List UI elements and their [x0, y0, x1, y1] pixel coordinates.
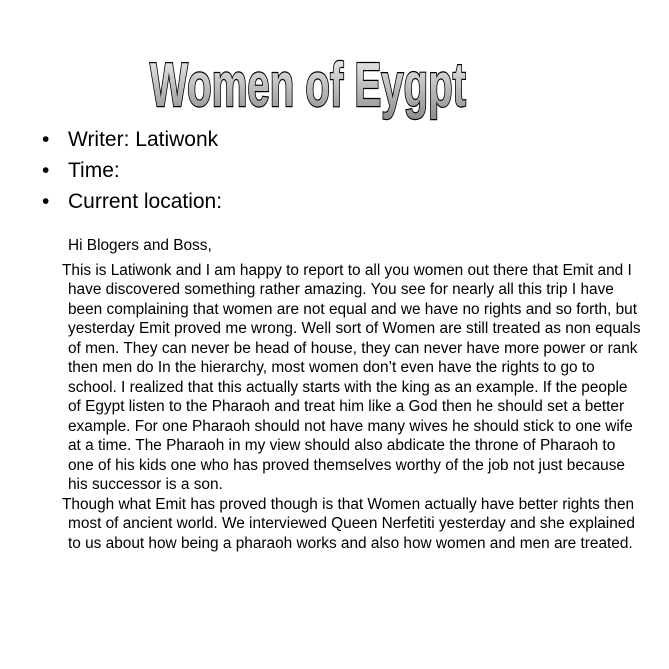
bullet-text: Current location:	[68, 190, 223, 213]
wordart-title	[0, 52, 669, 122]
bullet-text: Writer: Latiwonk	[68, 128, 219, 151]
bullet-time	[42, 155, 222, 186]
greeting: Hi Blogers and Boss,	[68, 237, 212, 254]
blog-body	[62, 236, 642, 553]
bullet-writer	[42, 124, 222, 155]
bullet-location	[42, 186, 222, 217]
paragraph: Though what Emit has proved though is that Women actually have better rights then most of ancient world. We interviewed Queen Nerfetiti yesterday and she explained to us about how being a pharaoh works and also how women and men are treated.	[62, 495, 635, 552]
wordart-title-svg	[0, 52, 669, 122]
page-title: Women of Eygpt	[150, 52, 466, 120]
paragraph: This is Latiwonk and I am happy to report to all you women out there that Emit and I have discovered something rather amazing. You see for nearly all this trip I have been complaining that women are not equal and we have no rights and so forth, but yesterday Emit proved me wrong. Well sort of Women are still treated as non equals of men. They can never be head of house, they can never have more power or rank then men do In the hierarchy, most women don’t even have the rights to go to school. I realized that this actually starts with the king as an example. If the people of Egypt listen to the Pharaoh and treat him like a God then he should set a better example. For one Pharaoh should not have many wives he should stick to one wife at a time. The Pharaoh in my view should also abdicate the throne of Pharaoh to one of his kids one who has proved themselves worthy of the job not just because his successor is a son.	[62, 261, 641, 493]
bullet-dot: •	[42, 159, 50, 182]
bullet-text: Time:	[68, 159, 120, 182]
bullet-list	[42, 124, 222, 217]
bullet-dot: •	[42, 128, 50, 151]
bullet-dot: •	[42, 190, 50, 213]
